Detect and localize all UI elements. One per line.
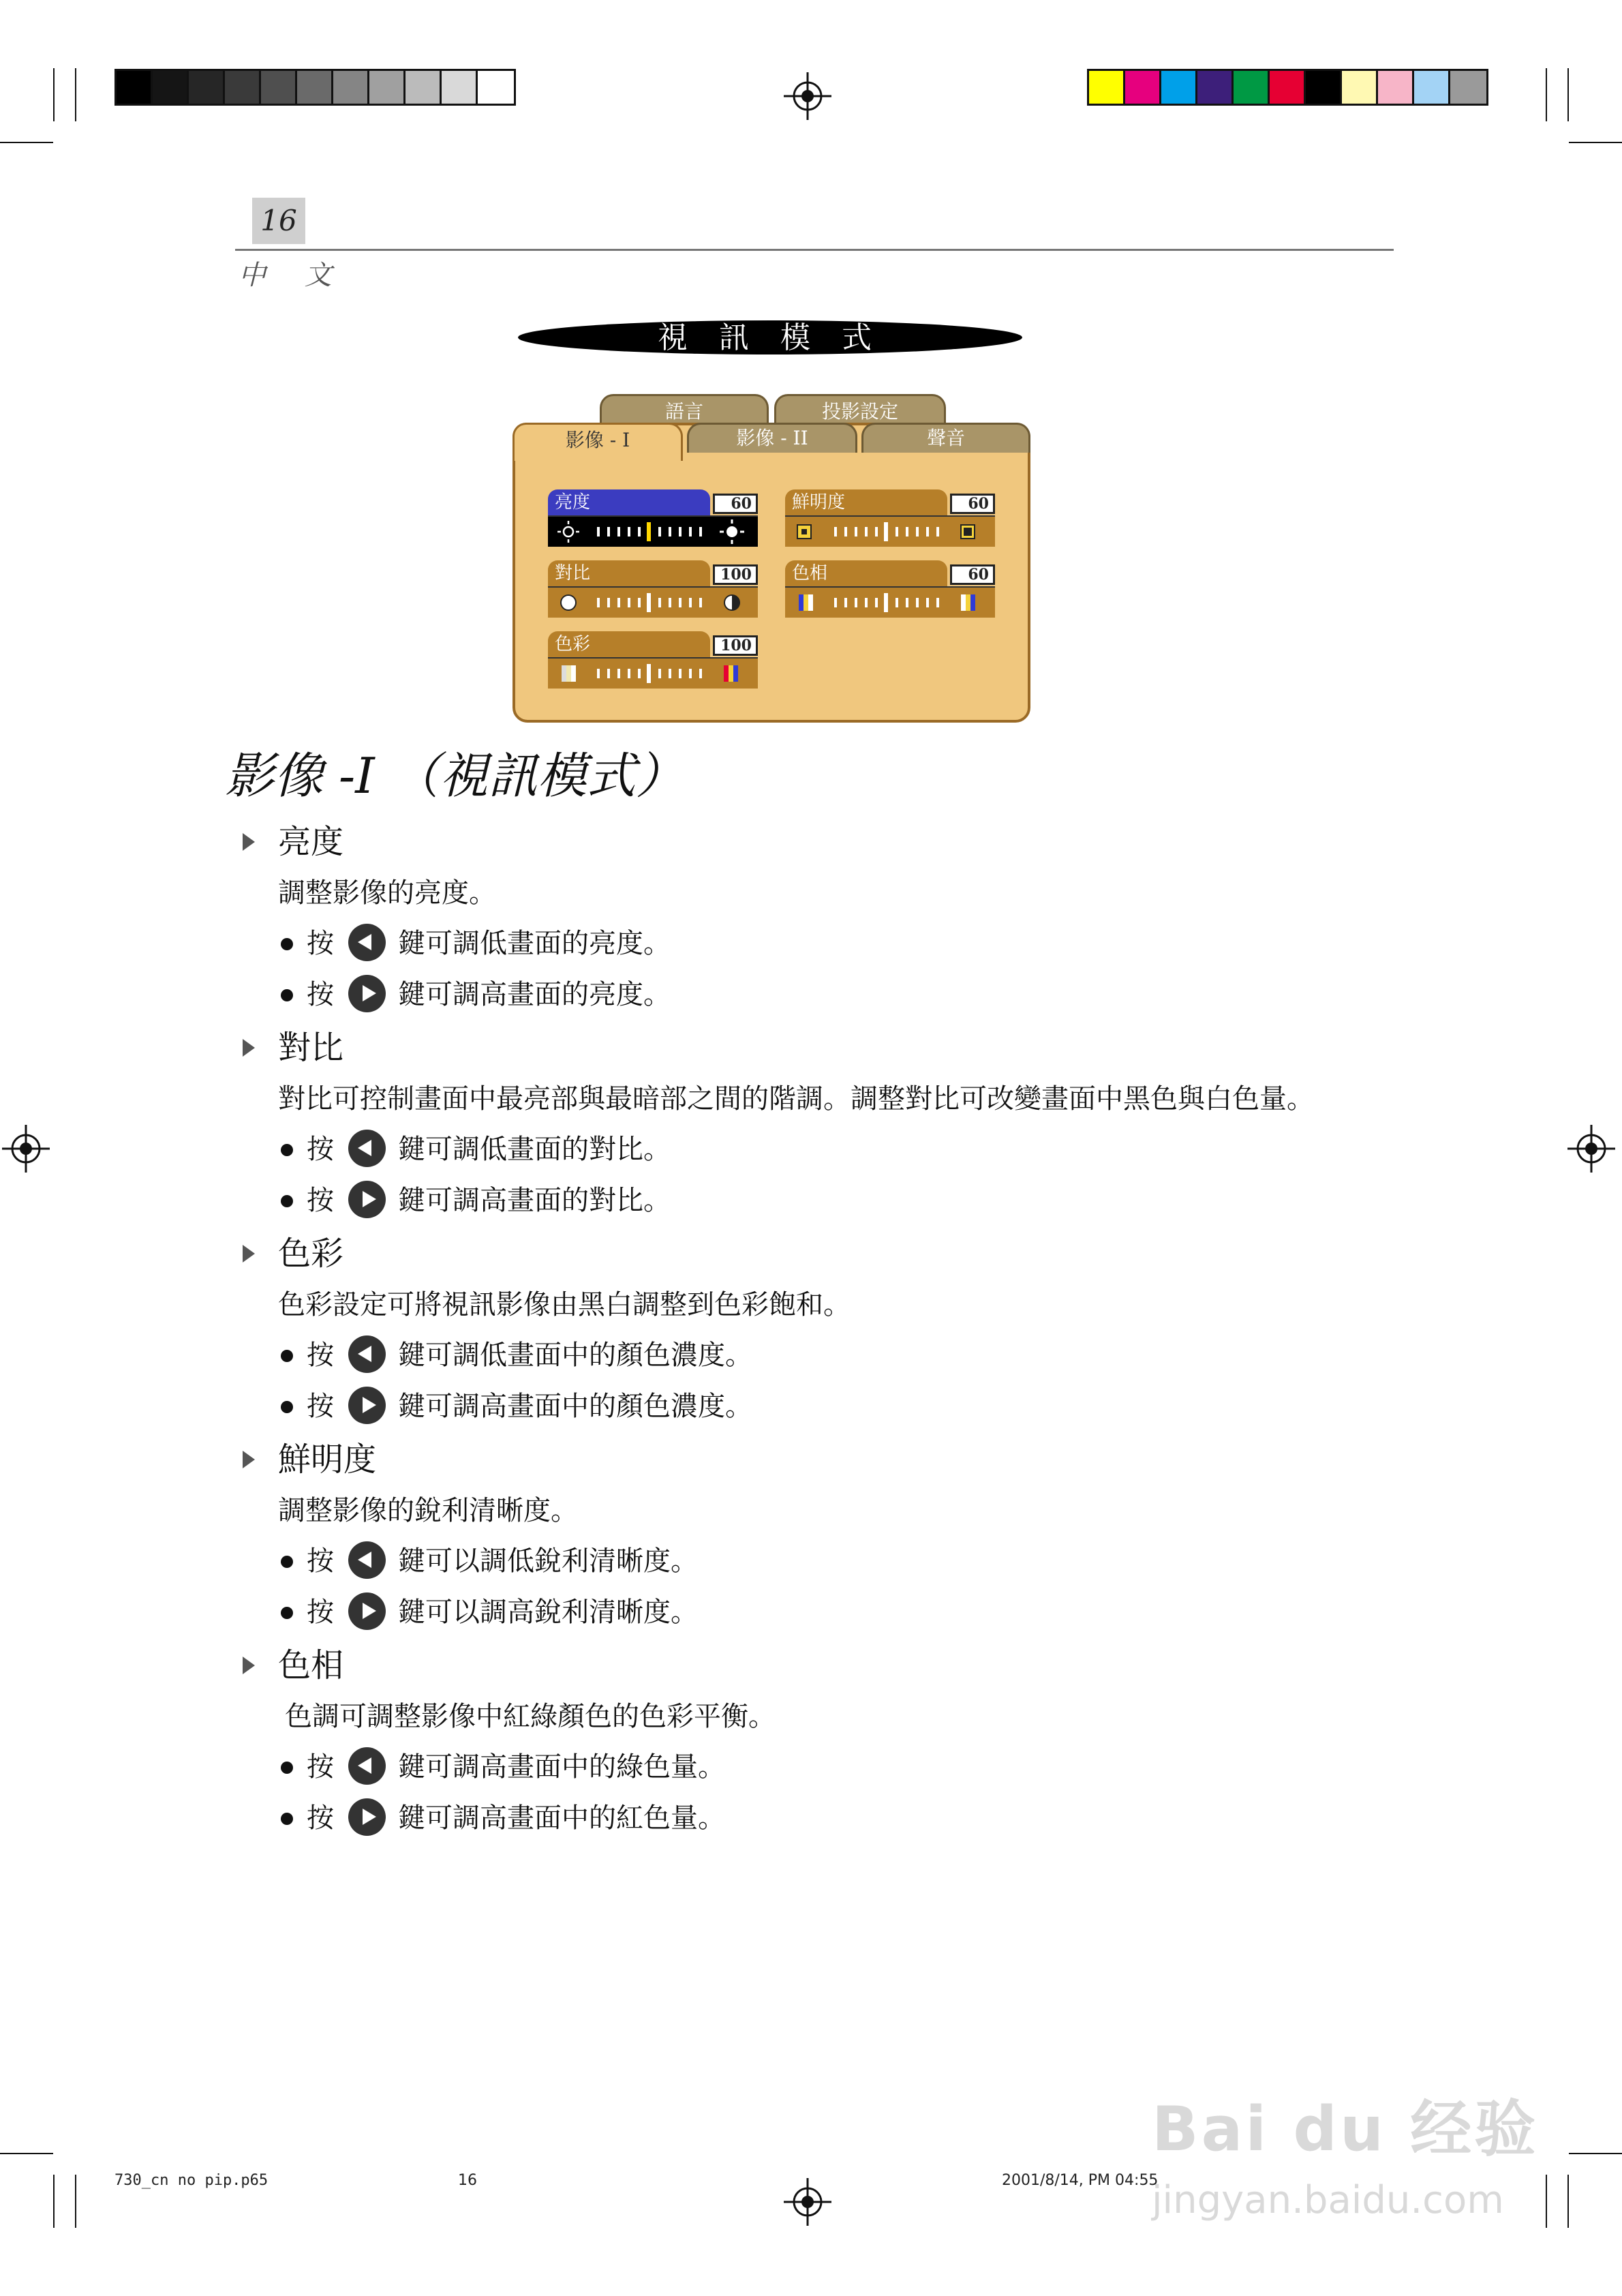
- section-description: 對比可控制畫面中最亮部與最暗部之間的階調。調整對比可改變畫面中黑色與白色量。: [278, 1083, 1314, 1115]
- gray-swatch: [333, 71, 369, 104]
- bullet-icon: [281, 1195, 293, 1207]
- color-swatch: [1378, 71, 1414, 104]
- tab-projection-settings[interactable]: 投影設定: [774, 394, 946, 427]
- osd-control-sharpness[interactable]: [785, 489, 995, 547]
- osd-control-brightness[interactable]: [548, 489, 758, 547]
- osd-slider[interactable]: [548, 586, 758, 618]
- contrast-low-icon: [561, 595, 576, 610]
- baidu-watermark-url: jingyan.baidu.com: [1152, 2178, 1504, 2222]
- page-title: 影像 -I （視訊模式）: [225, 747, 685, 804]
- osd-control-value: 60: [713, 494, 758, 514]
- section-description: 調整影像的銳利清晰度。: [278, 1495, 578, 1526]
- bullet-icon: [281, 1350, 293, 1362]
- gray-swatch: [117, 71, 153, 104]
- color-calibration-bar: [1087, 69, 1488, 106]
- bullet-icon: [281, 1401, 293, 1413]
- osd-control-value: 60: [950, 564, 995, 585]
- sun-bright-icon: [720, 519, 744, 544]
- list-item: 按 鍵可調低畫面的對比。: [239, 1124, 1363, 1175]
- osd-control-value: 100: [713, 635, 758, 656]
- right-arrow-key-icon: [348, 1181, 386, 1218]
- list-item: 按 鍵可調高畫面中的紅色量。: [239, 1793, 1363, 1844]
- section-brightness: [239, 815, 1363, 1021]
- footer-file-name: 730_cn no pip.p65: [114, 2172, 269, 2189]
- registration-mark-icon: [784, 2178, 831, 2226]
- registration-mark-icon: [784, 72, 831, 120]
- gray-swatch: [225, 71, 261, 104]
- gray-swatch: [153, 71, 189, 104]
- bullet-icon: [281, 1556, 293, 1568]
- section-description: 色彩設定可將視訊影像由黑白調整到色彩飽和。: [278, 1289, 851, 1320]
- osd-banner-title: 視 訊 模 式: [658, 320, 883, 355]
- bullet-icon: [281, 1607, 293, 1619]
- color-low-icon: [562, 665, 576, 682]
- bullet-icon: [281, 938, 293, 950]
- crop-mark: [1569, 142, 1622, 143]
- crop-mark: [53, 68, 55, 121]
- list-item: 按 鍵可調低畫面的亮度。: [239, 918, 1363, 969]
- gray-swatch: [442, 71, 478, 104]
- grayscale-calibration-bar: [114, 69, 516, 106]
- bullet-icon: [281, 1762, 293, 1774]
- color-swatch: [1125, 71, 1161, 104]
- gray-swatch: [406, 71, 442, 104]
- footer-page-number: 16: [458, 2172, 477, 2189]
- section-contrast: [239, 1021, 1363, 1226]
- bullet-icon: [281, 1144, 293, 1156]
- crop-mark: [1567, 2175, 1569, 2228]
- triangle-bullet-icon: [243, 1657, 255, 1674]
- crop-mark: [53, 2175, 55, 2228]
- color-swatch: [1161, 71, 1197, 104]
- section-heading: 色彩: [239, 1226, 1363, 1281]
- triangle-bullet-icon: [243, 1039, 255, 1057]
- color-high-icon: [724, 665, 738, 682]
- osd-slider[interactable]: [785, 586, 995, 618]
- osd-control-value: 100: [713, 564, 758, 585]
- osd-slider[interactable]: [785, 515, 995, 547]
- instruction-sections: [239, 815, 1363, 1844]
- crop-mark: [75, 2175, 76, 2228]
- left-arrow-key-icon: [348, 1541, 386, 1579]
- osd-control-label: 色相: [785, 560, 947, 586]
- registration-mark-icon: [2, 1125, 50, 1173]
- sharpness-high-icon: [961, 525, 975, 539]
- bullet-icon: [281, 989, 293, 1001]
- left-arrow-key-icon: [348, 1747, 386, 1785]
- section-tint: [239, 1638, 1363, 1844]
- right-arrow-key-icon: [348, 1592, 386, 1630]
- tab-image-2[interactable]: 影像 - II: [687, 423, 857, 453]
- osd-control-label: 鮮明度: [785, 489, 947, 515]
- list-item: 按 鍵可調高畫面的亮度。: [239, 969, 1363, 1021]
- list-item: 按 鍵可以調高銳利清晰度。: [239, 1587, 1363, 1638]
- color-swatch: [1342, 71, 1378, 104]
- osd-control-tint[interactable]: [785, 560, 995, 618]
- color-swatch: [1450, 71, 1486, 104]
- color-swatch: [1414, 71, 1450, 104]
- section-sharpness: [239, 1432, 1363, 1638]
- sun-dim-icon: [557, 521, 579, 543]
- osd-slider[interactable]: [548, 657, 758, 689]
- crop-mark: [1569, 2153, 1622, 2154]
- tint-low-icon: [799, 594, 813, 611]
- list-item: 按 鍵可以調低銳利清晰度。: [239, 1536, 1363, 1587]
- gray-swatch: [478, 71, 514, 104]
- crop-mark: [1546, 68, 1547, 121]
- registration-mark-icon: [1567, 1125, 1615, 1173]
- osd-slider[interactable]: [548, 515, 758, 547]
- tab-language[interactable]: 語言: [600, 394, 769, 427]
- crop-mark: [75, 68, 76, 121]
- osd-control-label: 亮度: [548, 489, 710, 515]
- section-description: 色調可調整影像中紅綠顏色的色彩平衡。: [285, 1701, 776, 1732]
- crop-mark: [1567, 68, 1569, 121]
- section-heading: 鮮明度: [239, 1432, 1363, 1487]
- triangle-bullet-icon: [243, 833, 255, 851]
- gray-swatch: [369, 71, 406, 104]
- gray-swatch: [261, 71, 297, 104]
- color-swatch: [1197, 71, 1234, 104]
- color-swatch: [1234, 71, 1270, 104]
- contrast-high-icon: [724, 595, 739, 610]
- list-item: 按 鍵可調高畫面中的綠色量。: [239, 1742, 1363, 1793]
- triangle-bullet-icon: [243, 1451, 255, 1468]
- left-arrow-key-icon: [348, 1130, 386, 1167]
- page-number-tag: 16: [252, 198, 305, 244]
- right-arrow-key-icon: [348, 975, 386, 1012]
- osd-control-color[interactable]: [548, 631, 758, 689]
- bullet-icon: [281, 1813, 293, 1825]
- footer-timestamp: 2001/8/14, PM 04:55: [1002, 2172, 1159, 2189]
- right-arrow-key-icon: [348, 1387, 386, 1424]
- osd-control-label: 對比: [548, 560, 710, 586]
- section-color: [239, 1226, 1363, 1432]
- list-item: 按 鍵可調低畫面中的顏色濃度。: [239, 1330, 1363, 1381]
- gray-swatch: [189, 71, 225, 104]
- gray-swatch: [297, 71, 333, 104]
- color-swatch: [1270, 71, 1306, 104]
- right-arrow-key-icon: [348, 1798, 386, 1836]
- left-arrow-key-icon: [348, 1335, 386, 1373]
- crop-mark: [0, 142, 53, 143]
- crop-mark: [1546, 2175, 1547, 2228]
- triangle-bullet-icon: [243, 1245, 255, 1263]
- sharpness-low-icon: [797, 525, 811, 539]
- color-swatch: [1306, 71, 1342, 104]
- osd-control-label: 色彩: [548, 631, 710, 657]
- baidu-watermark-logo: Bai du 经验: [1152, 2094, 1539, 2165]
- header-rule: [235, 249, 1394, 251]
- left-arrow-key-icon: [348, 924, 386, 961]
- color-swatch: [1089, 71, 1125, 104]
- list-item: 按 鍵可調高畫面的對比。: [239, 1175, 1363, 1226]
- tab-audio[interactable]: 聲音: [861, 423, 1030, 453]
- section-heading: 色相: [239, 1638, 1363, 1693]
- osd-control-contrast[interactable]: [548, 560, 758, 618]
- section-heading: 對比: [239, 1021, 1363, 1075]
- tint-high-icon: [961, 594, 975, 611]
- section-description: 調整影像的亮度。: [278, 877, 496, 909]
- tab-image-1[interactable]: 影像 - I: [512, 423, 683, 461]
- list-item: 按 鍵可調高畫面中的顏色濃度。: [239, 1381, 1363, 1432]
- osd-control-value: 60: [950, 494, 995, 514]
- language-label: 中 文: [239, 260, 347, 291]
- section-heading: 亮度: [239, 815, 1363, 869]
- crop-mark: [0, 2153, 53, 2154]
